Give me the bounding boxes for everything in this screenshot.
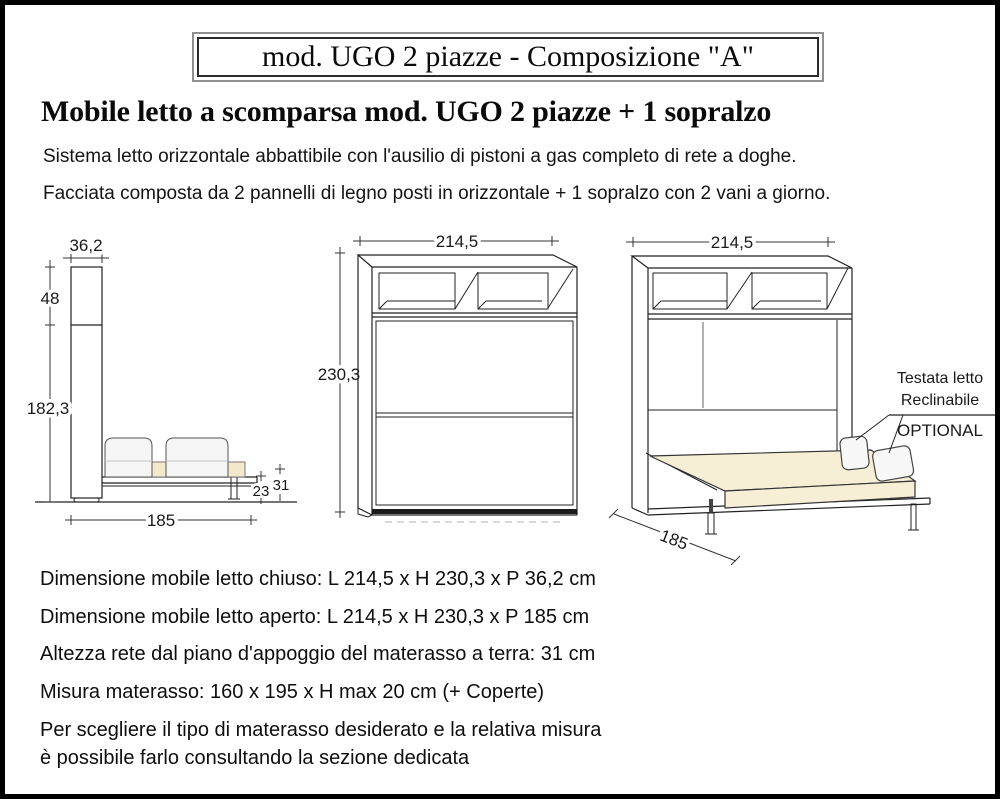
model-title: mod. UGO 2 piazze - Composizione "A" — [197, 37, 819, 77]
front-view-open-drawing — [609, 233, 1000, 565]
spec-mattress-note-line1: Per scegliere il tipo di materasso desiderato e la relativa misura — [40, 719, 602, 741]
page-title: Mobile letto a scomparsa mod. UGO 2 piazze + 1 sopralzo — [41, 95, 772, 128]
description-line-2: Facciata composta da 2 pannelli di legno posti in orizzontale + 1 sopralzo con 2 vani a giorno. — [43, 183, 831, 204]
front-view-closed-drawing — [318, 232, 577, 522]
spec-closed-dimensions: Dimensione mobile letto chiuso: L 214,5 x H 230,3 x P 36,2 cm — [40, 568, 596, 590]
description-line-1: Sistema letto orizzontale abbattibile con l'ausilio di pistoni a gas completo di rete a doghe. — [43, 146, 797, 167]
dim-width-closed: 214,5 — [435, 232, 479, 251]
dim-bed-height: 31 — [272, 477, 290, 494]
model-title-box — [192, 32, 824, 82]
optional-label: OPTIONAL — [897, 421, 983, 440]
spec-bed-base-height: Altezza rete dal piano d'appoggio del materasso a terra: 31 cm — [40, 643, 596, 665]
spec-open-dimensions: Dimensione mobile letto aperto: L 214,5 x H 230,3 x P 185 cm — [40, 606, 590, 628]
dim-depth-open: 185 — [146, 511, 176, 530]
side-view-open-drawing — [27, 236, 297, 530]
dim-sopralzo-height: 48 — [40, 289, 60, 308]
dim-depth-open-front: 185 — [657, 525, 691, 554]
spec-mattress-note-line2: è possibile farlo consultando la sezione dedicata — [40, 747, 470, 769]
dim-depth-closed: 36,2 — [69, 236, 103, 255]
dim-frame-height: 23 — [252, 483, 270, 500]
headboard-note-line2: Reclinabile — [900, 392, 980, 409]
headboard-note-line1: Testata letto — [896, 370, 984, 387]
dim-panel-height: 182,3 — [26, 399, 70, 418]
spec-mattress-size: Misura materasso: 160 x 195 x H max 20 cm (+ Coperte) — [40, 681, 545, 703]
dim-width-open: 214,5 — [710, 233, 754, 252]
dim-height-closed: 230,3 — [317, 365, 361, 384]
technical-drawings — [5, 220, 1000, 570]
